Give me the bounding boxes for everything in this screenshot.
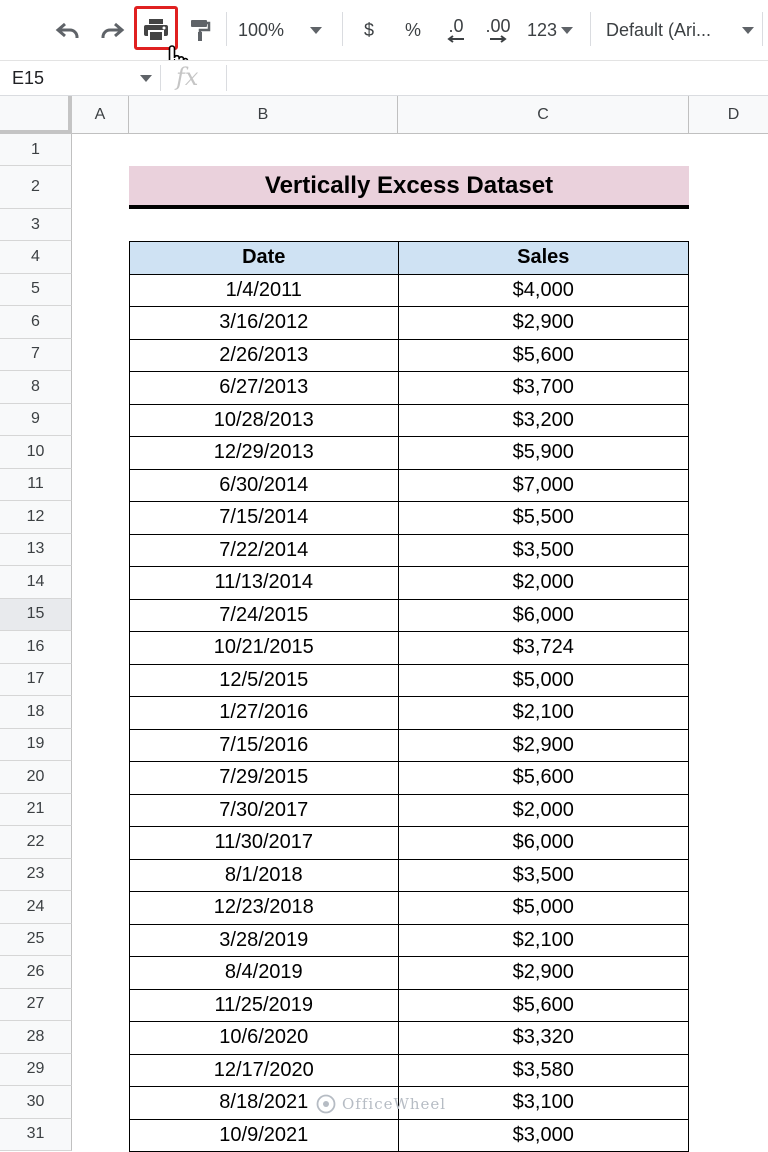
sales-cell[interactable]: $5,600 xyxy=(399,762,689,795)
sales-cell[interactable]: $3,580 xyxy=(399,1055,689,1088)
date-cell[interactable]: 12/17/2020 xyxy=(130,1055,399,1088)
table-body xyxy=(130,275,689,1152)
table-row xyxy=(130,1120,689,1152)
table-row xyxy=(130,600,689,633)
date-cell[interactable]: 10/21/2015 xyxy=(130,632,399,665)
table-row xyxy=(130,470,689,503)
date-cell[interactable]: 7/15/2016 xyxy=(130,730,399,763)
zoom-select[interactable] xyxy=(238,0,338,60)
formula-bar-divider xyxy=(226,65,227,91)
sales-cell[interactable]: $2,100 xyxy=(399,925,689,958)
date-cell[interactable]: 1/27/2016 xyxy=(130,697,399,730)
row-header-17[interactable]: 17 xyxy=(0,664,72,697)
select-all-corner[interactable] xyxy=(0,96,72,134)
date-cell[interactable]: 7/22/2014 xyxy=(130,535,399,568)
date-cell[interactable]: 10/6/2020 xyxy=(130,1022,399,1055)
toolbar-divider xyxy=(342,12,343,46)
table-row xyxy=(130,372,689,405)
row-header-8[interactable]: 8 xyxy=(0,371,72,404)
sales-cell[interactable]: $2,000 xyxy=(399,567,689,600)
date-cell[interactable]: 7/30/2017 xyxy=(130,795,399,828)
column-header-a[interactable]: A xyxy=(72,96,129,134)
sales-cell[interactable]: $2,900 xyxy=(399,957,689,990)
table-row xyxy=(130,860,689,893)
toolbar xyxy=(0,0,768,60)
arrow-left-icon xyxy=(446,35,466,43)
table-row xyxy=(130,697,689,730)
row-header-7[interactable]: 7 xyxy=(0,339,72,372)
table-row xyxy=(130,925,689,958)
font-select[interactable] xyxy=(606,0,754,60)
row-header-18[interactable]: 18 xyxy=(0,696,72,729)
formula-input[interactable] xyxy=(236,67,756,91)
sales-cell[interactable]: $4,000 xyxy=(399,275,689,308)
date-cell[interactable]: 8/18/2021 xyxy=(130,1087,399,1120)
row-header-2[interactable]: 2 xyxy=(0,166,72,209)
sales-cell[interactable]: $5,600 xyxy=(399,990,689,1023)
row-header-3[interactable]: 3 xyxy=(0,209,72,241)
table-row xyxy=(130,762,689,795)
toolbar-divider xyxy=(762,12,763,46)
sales-cell[interactable]: $6,000 xyxy=(399,600,689,633)
sales-cell[interactable]: $5,600 xyxy=(399,340,689,373)
table-header-row xyxy=(130,242,689,275)
row-header-25[interactable]: 25 xyxy=(0,924,72,957)
row-header-14[interactable]: 14 xyxy=(0,566,72,599)
row-header-24[interactable]: 24 xyxy=(0,891,72,924)
row-header-21[interactable]: 21 xyxy=(0,794,72,827)
row-header-6[interactable]: 6 xyxy=(0,306,72,339)
table-row xyxy=(130,535,689,568)
column-header-c[interactable]: C xyxy=(398,96,689,134)
date-cell[interactable]: 7/15/2014 xyxy=(130,502,399,535)
date-cell[interactable]: 6/27/2013 xyxy=(130,372,399,405)
table-row xyxy=(130,1022,689,1055)
row-header-28[interactable]: 28 xyxy=(0,1021,72,1054)
row-header-29[interactable]: 29 xyxy=(0,1054,72,1087)
toolbar-divider xyxy=(590,12,591,46)
zoom-value: 100% xyxy=(238,20,284,41)
row-header-26[interactable]: 26 xyxy=(0,956,72,989)
date-cell[interactable]: 8/1/2018 xyxy=(130,860,399,893)
sales-cell[interactable]: $3,500 xyxy=(399,860,689,893)
date-cell[interactable]: 8/4/2019 xyxy=(130,957,399,990)
table-row xyxy=(130,502,689,535)
row-header-1[interactable]: 1 xyxy=(0,134,72,166)
fx-icon: fx xyxy=(176,63,198,91)
sales-cell[interactable]: $5,000 xyxy=(399,892,689,925)
sales-cell[interactable]: $2,000 xyxy=(399,795,689,828)
sales-cell[interactable]: $2,900 xyxy=(399,307,689,340)
chevron-down-icon xyxy=(310,27,322,34)
font-value: Default (Ari... xyxy=(606,20,711,41)
sales-cell[interactable]: $5,900 xyxy=(399,437,689,470)
table-row xyxy=(130,827,689,860)
watermark-text: OfficeWheel xyxy=(342,1095,446,1113)
header-date[interactable]: Date xyxy=(130,242,399,275)
name-box[interactable]: E15 xyxy=(0,61,160,96)
row-header-19[interactable]: 19 xyxy=(0,729,72,762)
undo-icon[interactable] xyxy=(50,0,86,60)
date-cell[interactable]: 2/26/2013 xyxy=(130,340,399,373)
row-header-23[interactable]: 23 xyxy=(0,859,72,892)
row-header-5[interactable]: 5 xyxy=(0,274,72,307)
sales-cell[interactable]: $5,500 xyxy=(399,502,689,535)
date-cell[interactable]: 12/23/2018 xyxy=(130,892,399,925)
column-header-b[interactable]: B xyxy=(129,96,398,134)
table-row xyxy=(130,632,689,665)
redo-icon[interactable] xyxy=(94,0,130,60)
increase-decimal-button[interactable] xyxy=(480,0,516,60)
sales-cell[interactable]: $3,200 xyxy=(399,405,689,438)
table-row xyxy=(130,990,689,1023)
date-cell[interactable]: 11/13/2014 xyxy=(130,567,399,600)
date-cell[interactable]: 12/29/2013 xyxy=(130,437,399,470)
table-row xyxy=(130,340,689,373)
table-row xyxy=(130,1055,689,1088)
row-header-31[interactable]: 31 xyxy=(0,1119,72,1152)
formula-bar-divider xyxy=(160,65,161,91)
row-header-11[interactable]: 11 xyxy=(0,469,72,502)
row-header-27[interactable]: 27 xyxy=(0,989,72,1022)
decrease-decimal-label: .0 xyxy=(448,17,463,35)
arrow-right-icon xyxy=(488,35,508,43)
formula-bar xyxy=(0,60,768,96)
sales-cell[interactable]: $2,100 xyxy=(399,697,689,730)
row-header-9[interactable]: 9 xyxy=(0,404,72,437)
header-sales[interactable]: Sales xyxy=(399,242,689,275)
date-cell[interactable]: 3/16/2012 xyxy=(130,307,399,340)
sales-cell[interactable]: $7,000 xyxy=(399,470,689,503)
more-formats-label: 123 xyxy=(527,20,557,41)
officewheel-logo-icon xyxy=(316,1094,336,1114)
row-header-15[interactable]: 15 xyxy=(0,599,72,632)
table-row xyxy=(130,307,689,340)
date-cell[interactable]: 1/4/2011 xyxy=(130,275,399,308)
toolbar-divider xyxy=(226,12,227,46)
sales-cell[interactable]: $3,700 xyxy=(399,372,689,405)
sales-cell[interactable]: $3,000 xyxy=(399,1120,689,1152)
date-cell[interactable]: 10/28/2013 xyxy=(130,405,399,438)
sales-cell[interactable]: $3,724 xyxy=(399,632,689,665)
increase-decimal-label: .00 xyxy=(485,17,510,35)
watermark xyxy=(316,1094,446,1114)
row-header-10[interactable]: 10 xyxy=(0,436,72,469)
chevron-down-icon xyxy=(561,27,573,34)
sales-cell[interactable]: $2,900 xyxy=(399,730,689,763)
sales-cell[interactable]: $3,500 xyxy=(399,535,689,568)
table-row xyxy=(130,730,689,763)
date-cell[interactable]: 3/28/2019 xyxy=(130,925,399,958)
date-cell[interactable]: 11/30/2017 xyxy=(130,827,399,860)
row-header-13[interactable]: 13 xyxy=(0,534,72,567)
date-cell[interactable]: 7/29/2015 xyxy=(130,762,399,795)
chevron-down-icon[interactable] xyxy=(140,75,152,82)
date-cell[interactable]: 7/24/2015 xyxy=(130,600,399,633)
table-row xyxy=(130,892,689,925)
dataset-title[interactable]: Vertically Excess Dataset xyxy=(129,166,689,209)
row-header-12[interactable]: 12 xyxy=(0,501,72,534)
date-cell[interactable]: 10/9/2021 xyxy=(130,1120,399,1152)
row-header-22[interactable]: 22 xyxy=(0,826,72,859)
date-cell[interactable]: 11/25/2019 xyxy=(130,990,399,1023)
currency-format-button[interactable]: $ xyxy=(356,0,382,60)
date-cell[interactable]: 6/30/2014 xyxy=(130,470,399,503)
row-header-4[interactable]: 4 xyxy=(0,241,72,274)
sales-cell[interactable]: $3,320 xyxy=(399,1022,689,1055)
sales-cell[interactable]: $3,100 xyxy=(399,1087,689,1120)
row-header-16[interactable]: 16 xyxy=(0,631,72,664)
chevron-down-icon xyxy=(742,27,754,34)
more-formats-button[interactable] xyxy=(524,0,576,60)
row-header-20[interactable]: 20 xyxy=(0,761,72,794)
sales-cell[interactable]: $6,000 xyxy=(399,827,689,860)
percent-format-button[interactable]: % xyxy=(398,0,428,60)
data-table xyxy=(129,241,689,1152)
table-row xyxy=(130,957,689,990)
table-row xyxy=(130,275,689,308)
column-header-d[interactable]: D xyxy=(689,96,768,134)
decrease-decimal-button[interactable] xyxy=(438,0,474,60)
sales-cell[interactable]: $5,000 xyxy=(399,665,689,698)
table-row xyxy=(130,665,689,698)
table-row xyxy=(130,437,689,470)
row-header-30[interactable]: 30 xyxy=(0,1086,72,1119)
table-row xyxy=(130,405,689,438)
table-row xyxy=(130,567,689,600)
table-row xyxy=(130,795,689,828)
date-cell[interactable]: 12/5/2015 xyxy=(130,665,399,698)
